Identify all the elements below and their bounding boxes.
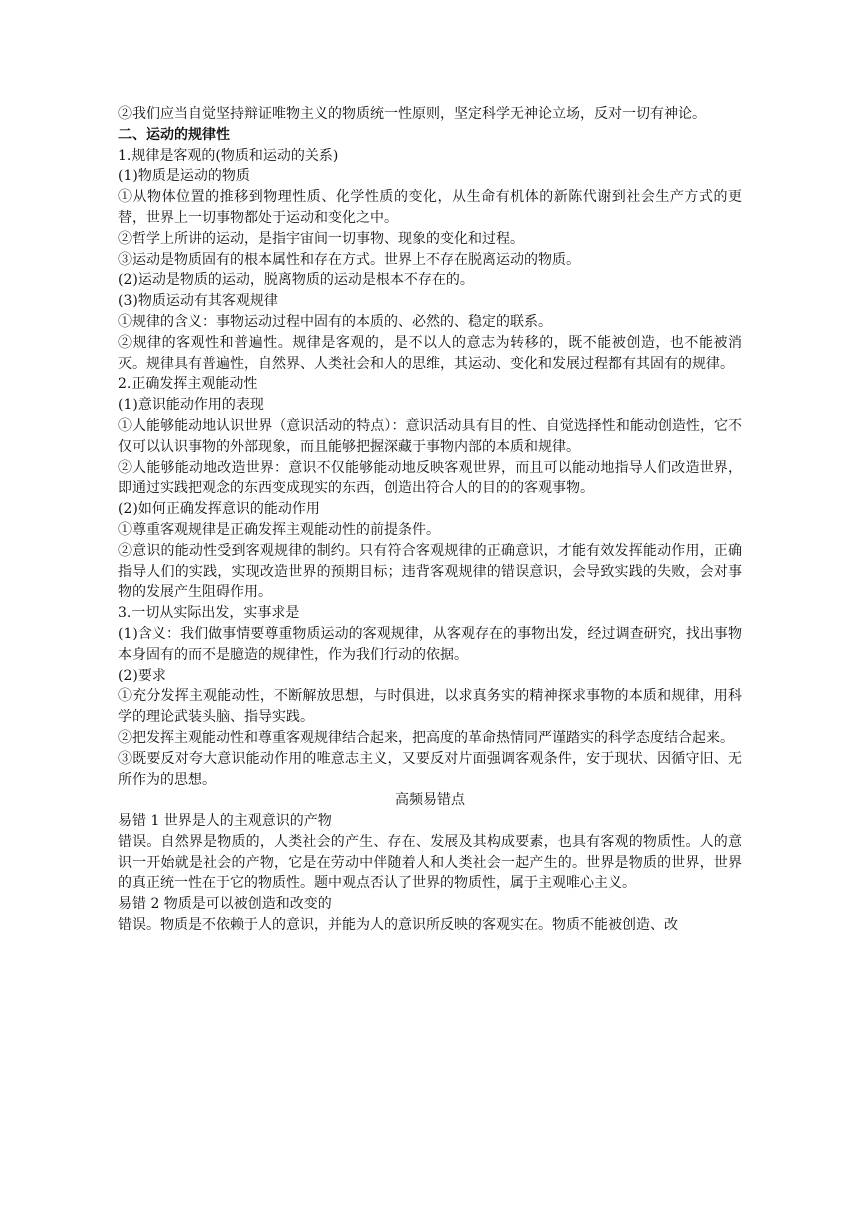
paragraph: (3)物质运动有其客观规律 <box>118 293 278 310</box>
paragraph: ②我们应当自觉坚持辩证唯物主义的物质统一性原则，坚定科学无神论立场，反对一切有神论。 <box>118 106 706 122</box>
paragraph: (1)意识能动作用的表现 <box>118 397 264 414</box>
paragraph: 易错 1 世界是人的主观意识的产物 <box>118 813 332 830</box>
paragraph: ①从物体位置的推移到物理性质、化学性质的变化，从生命有机体的新陈代谢到社会生产方式的更替，世界上一切事物都处于运动和变化之中。 <box>118 189 742 226</box>
paragraph: ①尊重客观规律是正确发挥主观能动性的前提条件。 <box>118 521 440 538</box>
paragraph: 错误。自然界是物质的，人类社会的产生、存在、发展及其构成要素，也具有客观的物质性。人的意识一开始就是社会的产物，它是在劳动中伴随着人和人类社会一起产生的。世界是物质的世界，世界的真正统一性在于它的物质性。题中观点否认了世界的物质性，属于主观唯心主义。 <box>118 833 742 892</box>
paragraph: ②哲学上所讲的运动，是指宇宙间一切事物、现象的变化和过程。 <box>118 230 524 247</box>
paragraph: ③运动是物质固有的根本属性和存在方式。世界上不存在脱离运动的物质。 <box>118 251 580 268</box>
paragraph: ①人能够能动地认识世界（意识活动的特点）：意识活动具有目的性、自觉选择性和能动创造性，它不仅可以认识事物的外部现象，而且能够把握深藏于事物内部的本质和规律。 <box>118 417 742 455</box>
paragraph: 2.正确发挥主观能动性 <box>118 376 258 393</box>
section-title-centered: 高频易错点 <box>395 792 465 809</box>
paragraph: ①规律的含义：事物运动过程中固有的本质的、必然的、稳定的联系。 <box>118 313 552 330</box>
paragraph: (1)物质是运动的物质 <box>118 168 250 185</box>
paragraph: ③既要反对夸大意识能动作用的唯意志主义，又要反对片面强调客观条件，安于现状、因循守旧、无所作为的思想。 <box>118 750 742 788</box>
paragraph: 3.一切从实际出发，实事求是 <box>118 605 300 622</box>
paragraph: ②人能够能动地改造世界：意识不仅能够能动地反映客观世界，而且可以能动地指导人们改造世界，即通过实践把观念的东西变成现实的东西，创造出符合人的目的的客观事物。 <box>118 459 742 497</box>
paragraph: 1.规律是客观的(物质和运动的关系) <box>118 147 339 164</box>
paragraph: ②把发挥主观能动性和尊重客观规律结合起来，把高度的革命热情同严谨踏实的科学态度结合起来。 <box>118 729 734 746</box>
paragraph: 易错 2 物质是可以被创造和改变的 <box>118 896 332 913</box>
paragraph: (1)含义：我们做事情要尊重物质运动的客观规律，从客观存在的事物出发，经过调查研究，找出事物本身固有的而不是臆造的规律性，作为我们行动的依据。 <box>118 625 742 663</box>
paragraph: (2)要求 <box>118 667 166 684</box>
section-heading: 二、运动的规律性 <box>118 126 230 143</box>
paragraph: (2)运动是物质的运动，脱离物质的运动是根本不存在的。 <box>118 272 474 289</box>
paragraph: ①充分发挥主观能动性，不断解放思想，与时俱进，以求真务实的精神探求事物的本质和规律，用科学的理论武装头脑、指导实践。 <box>118 688 742 726</box>
document-body <box>118 104 742 936</box>
paragraph: (2)如何正确发挥意识的能动作用 <box>118 501 320 518</box>
paragraph: ②意识的能动性受到客观规律的制约。只有符合客观规律的正确意识，才能有效发挥能动作用，正确指导人们的实践，实现改造世界的预期目标；违背客观规律的错误意识，会导致实践的失败，会对事物的发展产生阻碍作用。 <box>118 542 742 601</box>
paragraph: 错误。物质是不依赖于人的意识，并能为人的意识所反映的客观实在。物质不能被创造、改 <box>118 917 678 934</box>
paragraph: ②规律的客观性和普遍性。规律是客观的，是不以人的意志为转移的，既不能被创造，也不能被消灭。规律具有普遍性，自然界、人类社会和人的思维，其运动、变化和发展过程都有其固有的规律。 <box>118 334 742 372</box>
